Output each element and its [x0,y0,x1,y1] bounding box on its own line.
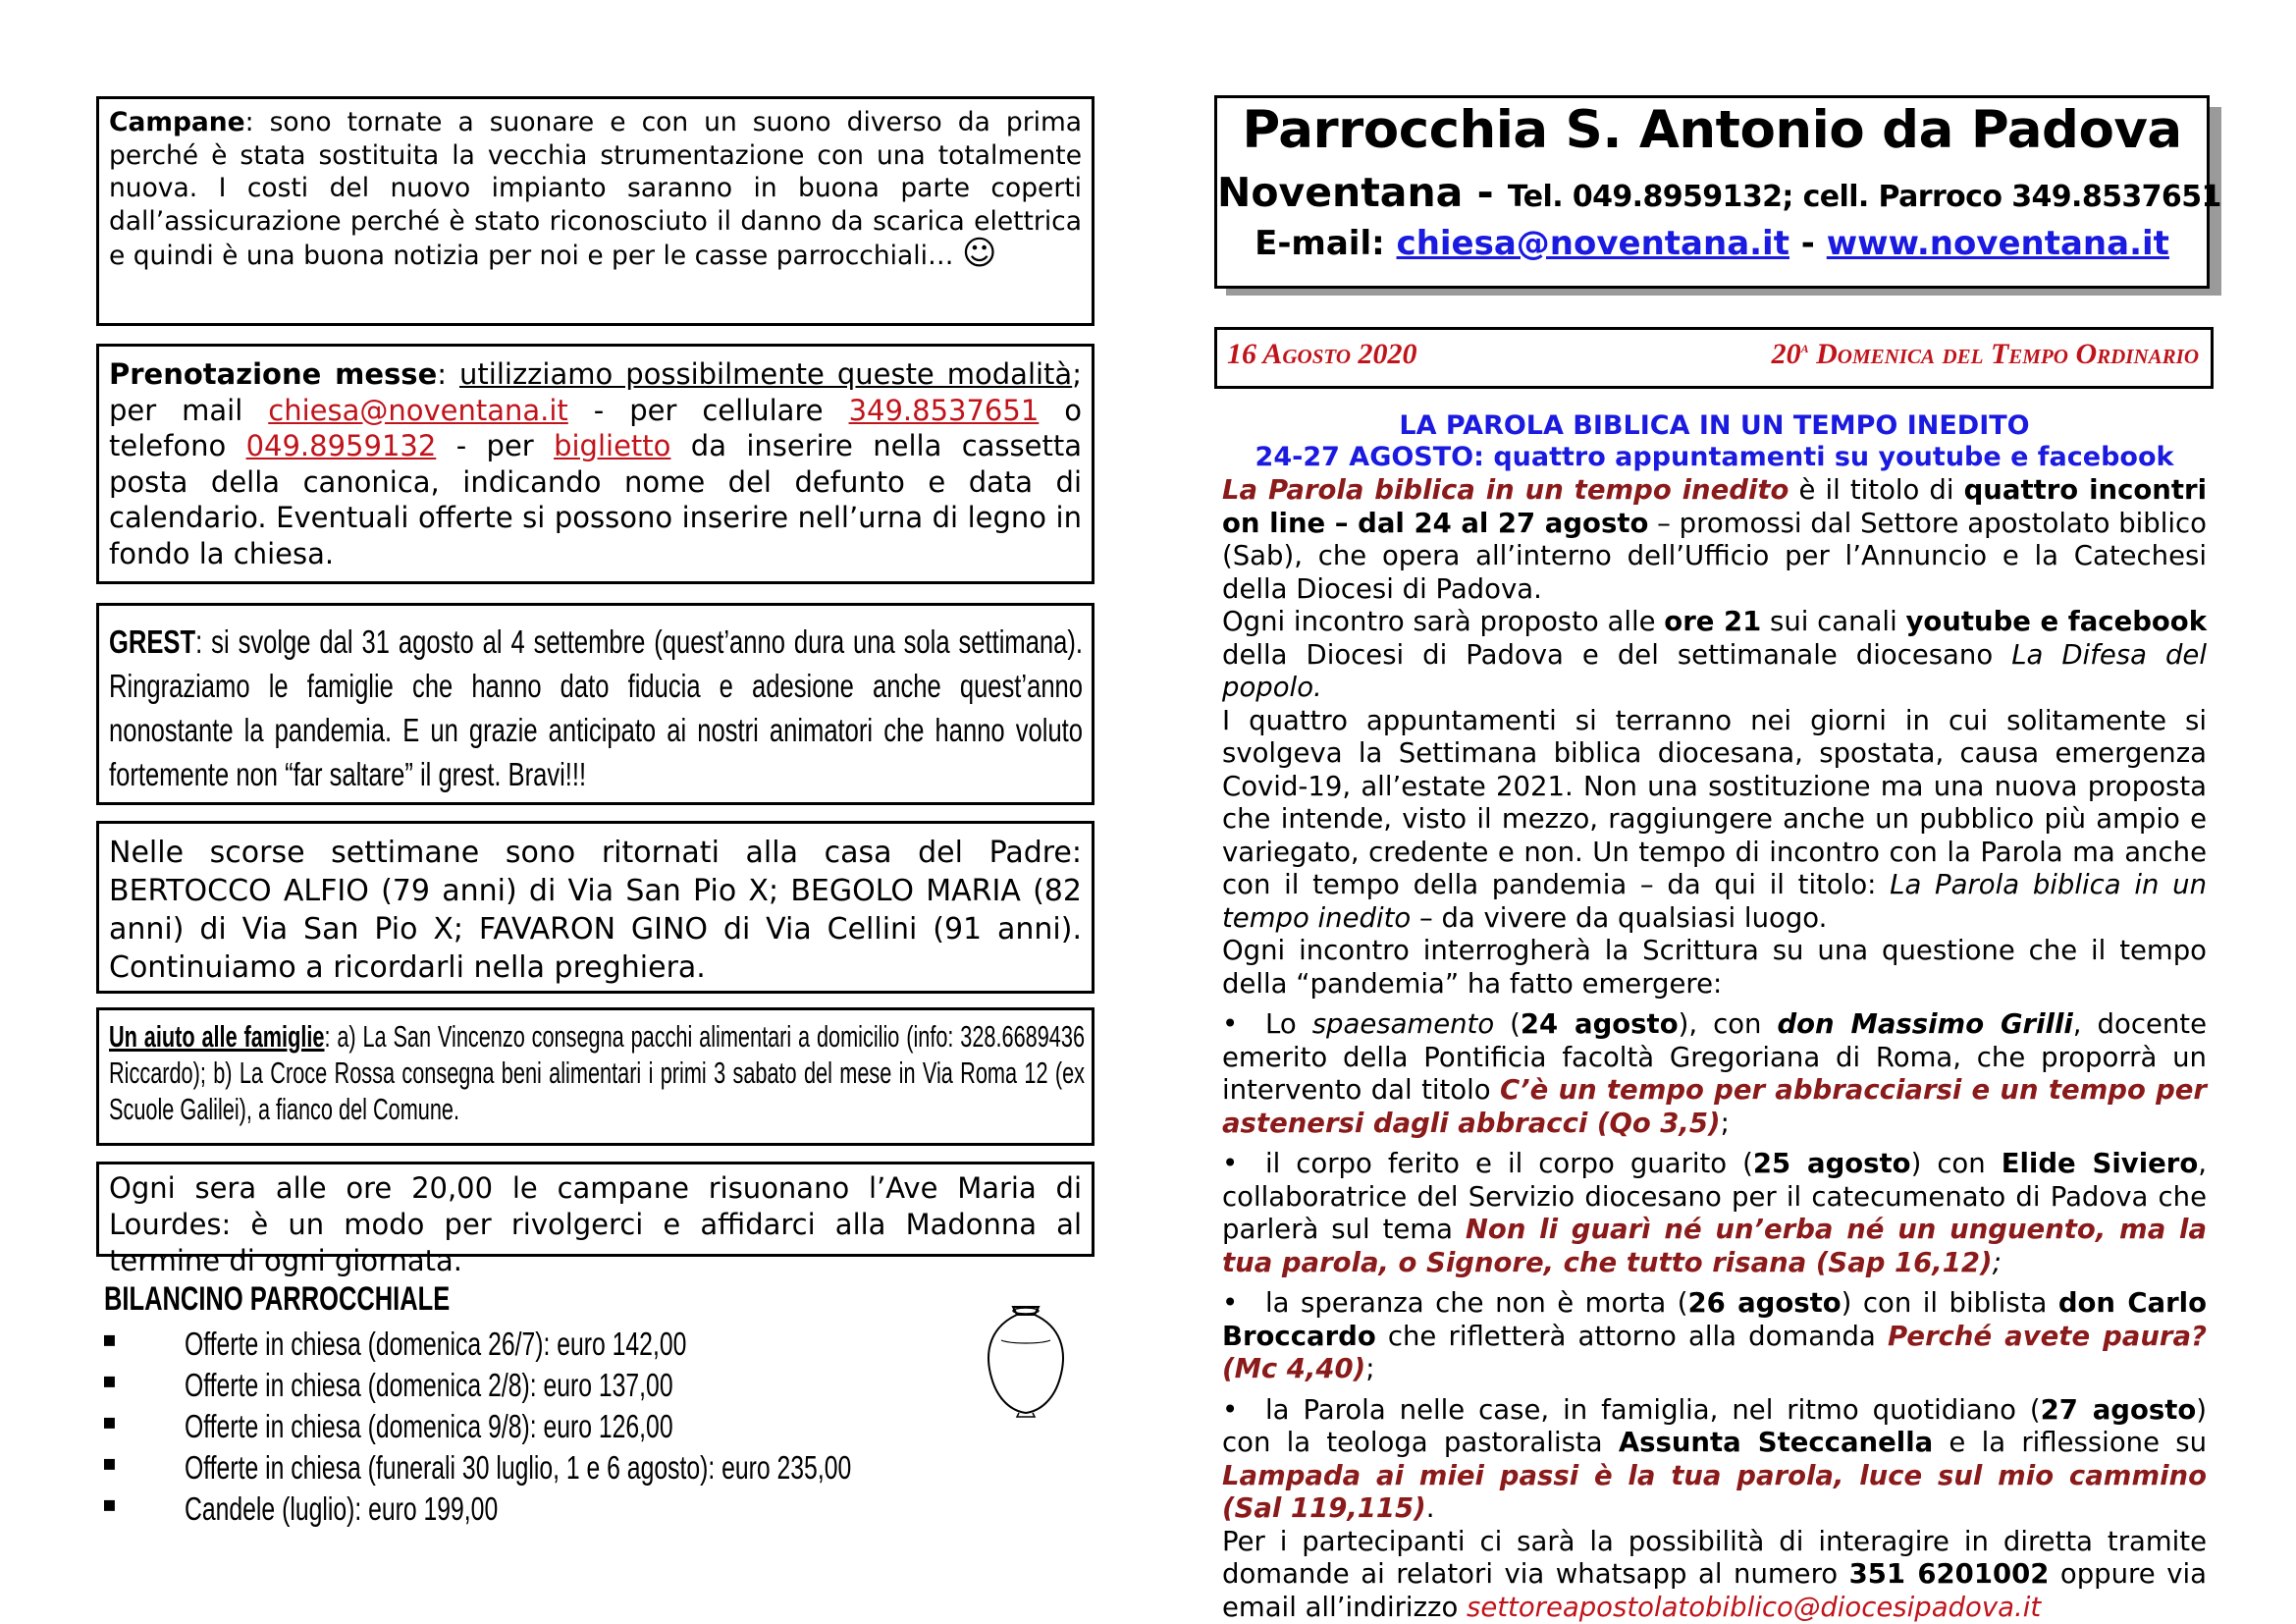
ave-maria-text: Ogni sera alle ore 20,00 le campane risuonano l’Ave Maria di Lourdes: è un modo per rivolgerci e affidarci alla Madonna al termine di ogni giornata. [109,1171,1082,1277]
defunti-box [96,821,1095,994]
messe-cell-number: 349.8537651 [848,393,1040,427]
article-paragraph: Per i partecipanti ci sarà la possibilità di interagire in diretta tramite domande ai relatori via whatsapp al numero 351 6201002 oppure via email all’indirizzo settoreapostolatobiblico@diocesipadova.it [1222,1525,2207,1623]
messe-title: Prenotazione messe [109,357,438,391]
bilancino-list [102,1326,1064,1532]
bullet-icon: ▪ [102,1327,117,1352]
article-paragraph: Ogni incontro interrogherà la Scrittura su una questione che il tempo della “pandemia” ha fatto emergere: [1222,935,2207,1000]
prenotazione-messe-box: Prenotazione messe: utilizziamo possibilmente queste modalità; per mail chiesa@noventana.it - per cellulare 349.8537651 o telefono 049.8959132 - per biglietto da inserire nella cassetta posta della canonica, indicando nome del defunto e data di calendario. Eventuali offerte si possono inserire nell’urna di legno in fondo la chiesa. [96,344,1095,584]
bullet-icon: • [1222,1393,1239,1426]
campane-title: Campane [109,107,245,137]
list-item: • il corpo ferito e il corpo guarito (25 agosto) con Elide Siviero, collaboratrice del Servizio diocesano per il catecumenato di Padova che parlerà sul tema Non li guarì né un’erba né un unguento, ma la tua parola, o Signore, che tutto risana (Sap 16,12); [1222,1148,2208,1278]
parish-contacts: Noventana - Tel. 049.8959132; cell. Parroco 349.8537651 [1217,169,2221,216]
campane-box [96,96,1095,326]
messe-biglietto: biglietto [554,429,671,462]
aiuto-famiglie-box [96,1007,1095,1146]
campane-text: : sono tornate a suonare e con un suono diverso da prima perché è stata sostituita la vecchia strumentazione con una totalmente nuova. I costi del nuovo impianto saranno in buona parte coperti dall’assicurazione perché è stato riconosciuto il danno da scarica elettrica e quindi è una buona notizia per noi e per le casse parrocchiali… [109,107,1082,271]
bullet-icon: ▪ [102,1492,117,1517]
parish-web: E-mail: chiesa@noventana.it - www.noventana.it [1255,224,2169,263]
grest-text: : si svolge dal 31 agosto al 4 settembre (quest’anno dura una sola settimana). Ringraziamo le famiglie che hanno dato fiducia e adesione anche quest’anno nonostante la pandemia. E un grazie anticipato ai nostri animatori che hanno voluto fortemente non “far saltare” il grest. Bravi!!! [109,623,1084,792]
bullet-icon: ▪ [102,1369,117,1393]
article-paragraph: La Parola biblica in un tempo inedito è il titolo di quattro incontri on line – dal 24 al 27 agosto – promossi dal Settore apostolato biblico (Sab), che opera all’interno dell’Ufficio per l’Annuncio e la Catechesi della Diocesi di Padova. [1222,474,2208,605]
list-item: ▪ Candele (luglio): euro 199,00 [102,1490,499,1527]
parish-title: Parrocchia S. Antonio da Padova [1242,100,2182,160]
grest-title: GREST [109,623,196,660]
list-item: ▪ Offerte in chiesa (domenica 9/8): euro 126,00 [102,1408,673,1444]
bullet-icon: • [1222,1008,1239,1040]
article [1222,410,2207,1624]
parish-website-link[interactable]: www.noventana.it [1826,224,2169,263]
smiley-icon: ☺ [961,234,997,273]
list-item: ▪ Offerte in chiesa (domenica 26/7): euro 142,00 [102,1326,687,1362]
list-item: ▪ Offerte in chiesa (domenica 2/8): euro 137,00 [102,1367,673,1403]
messe-email-link[interactable]: chiesa@noventana.it [268,393,568,427]
messe-phone-number: 049.8959132 [245,429,437,462]
bilancino-title: BILANCINO PARROCCHIALE [104,1280,451,1318]
bullet-icon: • [1222,1287,1239,1319]
defunti-text: Nelle scorse settimane sono ritornati alla casa del Padre: BERTOCCO ALFIO (79 anni) di Via San Pio X; BEGOLO MARIA (82 anni) di Via San Pio X; FAVARON GINO di Via Cellini (91 anni). Continuiamo a ricordarli nella preghiera. [109,836,1082,985]
ave-maria-box [96,1162,1095,1277]
messe-underlined: utilizziamo possibilmente queste modalità [459,357,1073,391]
parish-email-link[interactable]: chiesa@noventana.it [1396,224,1789,263]
bullet-icon: ▪ [102,1410,117,1435]
list-item: ▪ Offerte in chiesa (funerali 30 luglio, 1 e 6 agosto): euro 235,00 [102,1449,852,1486]
bilancino-section [102,1276,1064,1542]
bullet-icon: • [1222,1148,1239,1179]
list-item: • la speranza che non è morta (26 agosto) con il biblista don Carlo Broccardo che rifletterà attorno alla domanda Perché avete paura? (Mc 4,40); [1222,1287,2207,1384]
urn-icon [982,1301,1070,1419]
article-paragraph: Ogni incontro sarà proposto alle ore 21 sui canali youtube e facebook della Diocesi di Padova e del settimanale diocesano La Difesa del popolo. [1222,606,2207,703]
liturgical-sunday: 20$^a$ Domenica del Tempo Ordinario [1771,338,2199,370]
article-title: LA PAROLA BIBLICA IN UN TEMPO INEDITO [1399,410,2030,441]
sab-email-link[interactable]: settoreapostolatobiblico@diocesipadova.it [1467,1591,2042,1623]
bullet-icon: ▪ [102,1451,117,1476]
list-item: • Lo spaesamento (24 agosto), con don Massimo Grilli, docente emerito della Pontificia facoltà Gregoriana di Roma, che proporrà un intervento dal titolo C’è un tempo per abbracciarsi e un tempo per astenersi dagli abbracci (Qo 3,5); [1222,1008,2208,1139]
aiuto-title: Un aiuto alle famiglie [109,1019,325,1054]
list-item: • la Parola nelle case, in famiglia, nel ritmo quotidiano (27 agosto) con la teologa pastoralista Assunta Steccanella e la riflessione su Lampada ai miei passi è la tua parola, luce sul mio cammino (Sal 119,115). [1222,1393,2208,1524]
aiuto-text: : a) La San Vincenzo consegna pacchi alimentari a domicilio (info: 328.6689436 Riccardo); b) La Croce Rossa consegna beni alimentari i primi 3 sabato del mese in Via Roma 12 (ex Scuole Galilei), a fianco del Comune. [109,1019,1086,1126]
dateline-bar [1214,327,2214,389]
article-paragraph: I quattro appuntamenti si terranno nei giorni in cui solitamente si svolgeva la Settimana biblica diocesana, spostata, causa emergenza Covid-19, all’estate 2021. Non una sostituzione ma una nuova proposta che intende, visto il mezzo, raggiungere anche un pubblico più ampio e variegato, credente e non. Un tempo di incontro con la Parola ma anche con il tempo della pandemia – da qui il titolo: La Parola biblica in un tempo inedito – da vivere da qualsiasi luogo. [1222,704,2207,934]
grest-box [96,603,1095,805]
parish-header [1214,95,2221,289]
issue-date: 16 Agosto 2020 [1227,338,1417,370]
article-subtitle: 24-27 AGOSTO: quattro appuntamenti su youtube e facebook [1255,442,2174,472]
